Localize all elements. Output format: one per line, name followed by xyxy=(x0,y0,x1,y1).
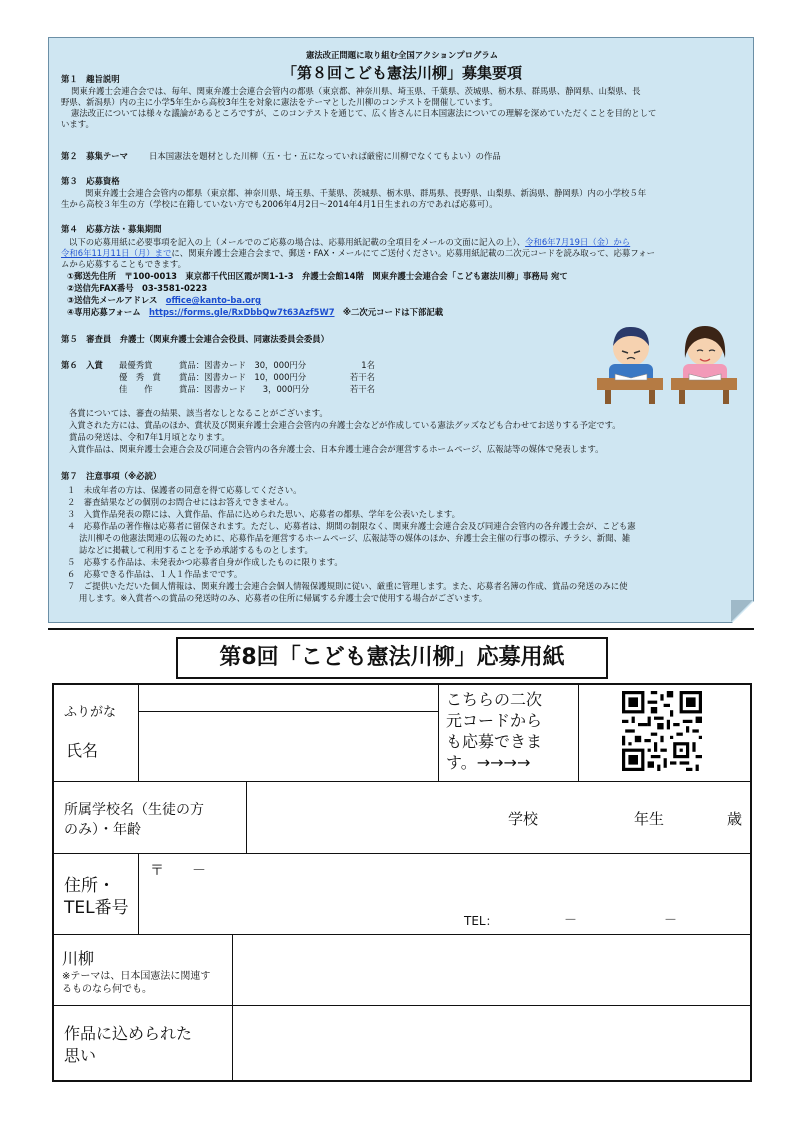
section-2-heading: 第２ 募集テーマ xyxy=(61,151,128,161)
section-3-text: 生から高校３年生の方（学校に在籍していない方でも2006年4月2日～2014年4月1日生まれの方であれば応募可）。 xyxy=(61,199,498,209)
section-6-heading: 第６ 入賞 xyxy=(61,360,103,370)
section-1-text: 関東弁護士会連合会では、毎年、関東弁護士会連合会管内の都県（東京都、神奈川県、埼玉県、千葉県、茨城県、栃木県、群馬県、静岡県、山梨県、長 xyxy=(71,86,641,96)
school-suffix: 学校 xyxy=(508,810,539,828)
notice-item: 法川柳その他憲法関連の広報のために、応募作品を運営するホームページ、広報誌等の媒体のほか、弁護士会主催の行事の標示、チラシ、新聞、雑 xyxy=(79,533,631,543)
section-6-note: 入賞作品は、関東弁護士会連合会及び同連合会管内の各弁護士会、日本弁護士連合会が運営するホームページ、広報誌等の媒体で発表します。 xyxy=(69,444,604,454)
notice-item: ７ ご提供いただいた個人情報は、関東弁護士会連合会個人情報保護規則に従い、厳重に管理します。また、応募者名簿の作成、賞品の発送のみに使 xyxy=(67,581,628,591)
section-4-heading: 第４ 応募方法・募集期間 xyxy=(61,224,162,234)
tel-label: TEL： xyxy=(464,914,498,928)
grade-input[interactable] xyxy=(542,783,630,851)
section-4-text: 令和6年11月11日（月）までに、関東弁護士会連合会まで、郵送・FAX・メールにてご送付ください。応募用紙記載の二次元コードを読み取って、応募フォー xyxy=(61,248,655,258)
age-input[interactable] xyxy=(668,783,724,851)
section-1-heading: 第１ 趣旨説明 xyxy=(61,74,120,84)
notice-item: ５ 応募する作品は、未発表かつ応募者自身が作成したものに限ります。 xyxy=(67,557,343,567)
furigana-input[interactable] xyxy=(140,687,436,710)
prize-rank: 優 秀 賞 xyxy=(119,372,161,382)
section-1-text: 憲法改正については様々な議論があるところですが、このコンテストを通じて、広く皆さんに日本国憲法についての理解を深めていただくことを目的として xyxy=(71,108,657,118)
section-3-heading: 第３ 応募資格 xyxy=(61,176,120,186)
prize-prize: 賞品：図書カード 10，000円分 xyxy=(179,372,307,382)
qr-code-icon[interactable] xyxy=(622,691,702,771)
email-link[interactable]: office@kanto-ba.org xyxy=(165,295,262,305)
guidelines-panel xyxy=(48,37,754,623)
school-input[interactable] xyxy=(248,783,508,851)
cut-line xyxy=(48,628,754,630)
notice-item: １ 未成年者の方は、保護者の同意を得て応募してください。 xyxy=(67,485,302,495)
thoughts-label: 作品に込められた 思い xyxy=(64,1024,193,1065)
program-title: 憲法改正問題に取り組む全国アクションプログラム xyxy=(305,50,499,60)
form-title: 第8回「こども憲法川柳」応募用紙 xyxy=(176,637,608,679)
prize-prize: 賞品：図書カード 30，000円分 xyxy=(179,360,307,370)
fax-number: ②送信先FAX番号 03-3581-0223 xyxy=(67,283,208,293)
notice-item: ３ 入賞作品発表の際には、入賞作品、作品に込められた思い、応募者の都県、学年を公表いたします。 xyxy=(67,509,460,519)
application-form xyxy=(52,683,752,1082)
section-4-text: 以下の応募用紙に必要事項を記入の上（メールでのご応募の場合は、応募用紙記載の全項目をメールの文面に記入の上）、令和6年7月19日（金）から xyxy=(69,237,631,247)
furigana-label: ふりがな xyxy=(64,705,117,720)
prize-rank: 佳 作 xyxy=(119,384,153,394)
notice-item: 用します。※入賞者への賞品の発送時のみ、応募者の住所に帰属する弁護士会で使用する場合がございます。 xyxy=(79,593,488,603)
tel-input[interactable] xyxy=(504,907,748,932)
prize-prize: 賞品：図書カード 3，000円分 xyxy=(179,384,310,394)
address-input[interactable] xyxy=(140,855,748,905)
section-6-note: 賞品の発送は、令和7年1月頃となります。 xyxy=(69,432,230,442)
notice-item: ６ 応募できる作品は、１人１作品までです。 xyxy=(67,569,243,579)
school-label: 所属学校名（生徒の方 のみ）・年齢 xyxy=(64,802,204,838)
section-5: 第５ 審査員 弁護士（関東弁護士会連合会役員、同憲法委員会委員） xyxy=(61,334,329,344)
prize-count: 若干名 xyxy=(349,384,375,394)
studying-children-illustration xyxy=(591,318,747,406)
senryu-label: 川柳 xyxy=(62,949,95,968)
section-3-text: 関東弁護士会連合会管内の都県（東京都、神奈川県、埼玉県、千葉県、茨城県、栃木県、群馬県、長野県、山梨県、新潟県、静岡県）内の小学校５年 xyxy=(85,188,647,198)
section-7-heading: 第７ 注意事項（※必読） xyxy=(61,471,162,481)
grade-suffix: 年生 xyxy=(634,810,665,828)
tel-dash: － xyxy=(564,913,578,928)
page-curl-cutout xyxy=(732,601,754,623)
mail-address: ①郵送先住所 〒100-0013 東京都千代田区霞が関1-1-3 弁護士会館14階 関東弁護士会連合会「こども憲法川柳」事務局 宛て xyxy=(67,271,568,281)
address-label: 住所・ TEL番号 xyxy=(64,876,129,918)
notice-item: ２ 審査結果などの個別のお問合せにはお答えできません。 xyxy=(67,497,294,507)
section-6-note: 入賞された方には、賞品のほか、賞状及び関東弁護士会連合会管内の弁護士会などが作成している憲法グッズなども合わせてお送りする予定です。 xyxy=(69,420,621,430)
name-label: 氏名 xyxy=(66,741,99,760)
senryu-input[interactable] xyxy=(234,936,748,1004)
notice-item: ４ 応募作品の著作権は応募者に留保されます。ただし、応募者は、期間の制限なく、関東弁護士会連合会及び同連合会管内の各弁護士会が、こども憲 xyxy=(67,521,636,531)
notice-item: 誌などに掲載して利用することを予め承諾するものとします。 xyxy=(79,545,313,555)
tel-dash: － xyxy=(664,913,678,928)
guidelines-title: 「第８回こども憲法川柳」募集要項 xyxy=(281,64,522,82)
section-1-text: 野県、新潟県）内の主に小学5年生から高校3年生を対象に憲法をテーマとした川柳のコンテストを開催しています。 xyxy=(61,97,498,107)
form-link[interactable]: https://forms.gle/RxDbbQw7t63Azf5W7 xyxy=(149,307,335,317)
prize-rank: 最優秀賞 xyxy=(119,360,153,370)
email-line: ③送信先メールアドレス office@kanto-ba.org xyxy=(67,295,262,305)
section-4-text: ムから応募することもできます。 xyxy=(61,259,186,269)
senryu-note: ※テーマは、日本国憲法に関連す るものなら何でも。 xyxy=(62,971,211,995)
prize-count: 若干名 xyxy=(349,372,375,382)
section-2-text: 日本国憲法を題材とした川柳（五・七・五になっていれば厳密に川柳でなくてもよい）の作品 xyxy=(149,151,501,161)
postal-mark: 〒 － xyxy=(150,863,206,879)
name-input[interactable] xyxy=(140,713,436,779)
age-suffix: 歳 xyxy=(727,810,743,828)
form-line: ④専用応募フォーム https://forms.gle/RxDbbQw7t63Azf5W7 ※二次元コードは下部記載 xyxy=(67,307,444,317)
qr-note: こちらの二次 元コードから も応募できま す。→→→→ xyxy=(446,690,543,772)
thoughts-input[interactable] xyxy=(234,1007,748,1080)
section-6-note: 各賞については、審査の結果、該当者なしとなることがございます。 xyxy=(69,408,328,418)
section-1-text: います。 xyxy=(61,119,94,129)
prize-count: 1名 xyxy=(361,360,375,370)
